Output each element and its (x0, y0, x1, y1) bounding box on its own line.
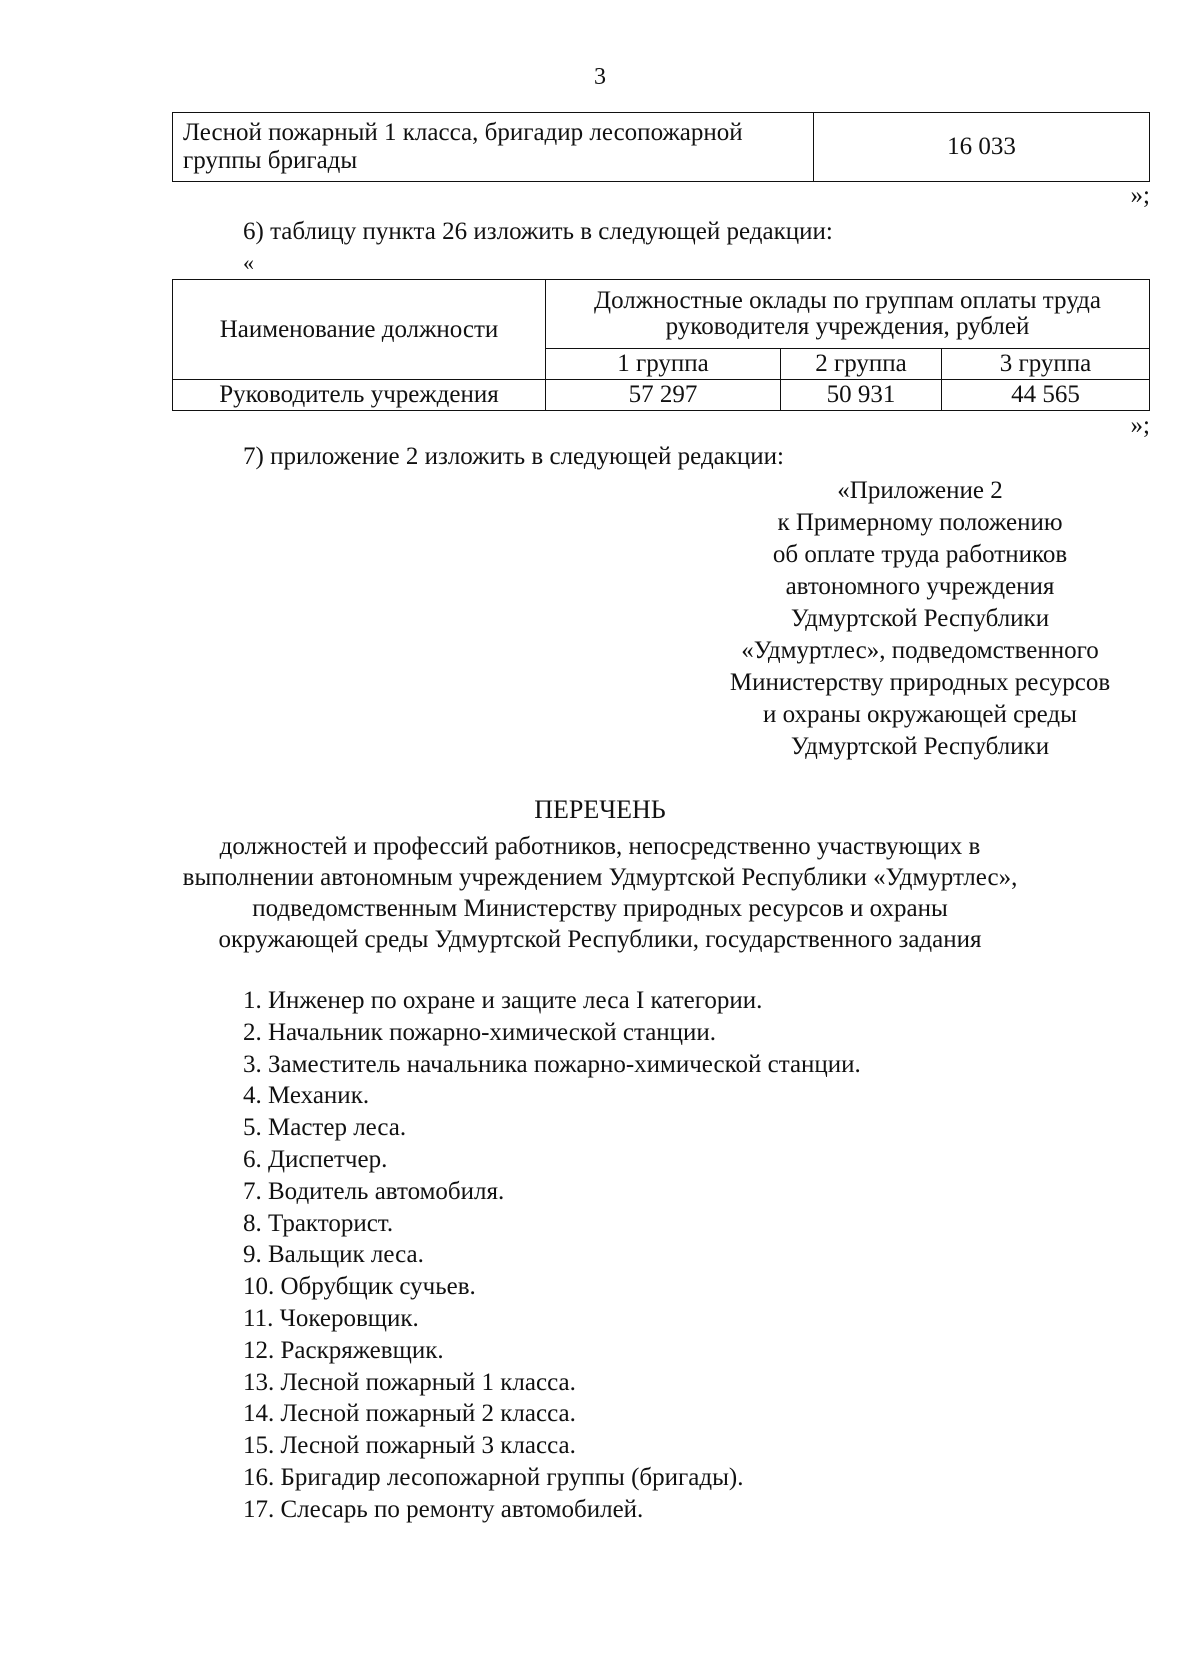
group-2-header: 2 группа (781, 349, 942, 380)
list-item: 8. Тракторист. (243, 1209, 394, 1237)
group-3-value: 44 565 (942, 380, 1150, 411)
appendix-line: и охраны окружающей среды (763, 701, 1077, 728)
salary-groups-header: Должностные оклады по группам оплаты труда руководителя учреждения, рублей (546, 280, 1150, 349)
appendix-line: к Примерному положению (777, 509, 1063, 536)
closing-quote: »; (1130, 412, 1150, 439)
subtitle-line: выполнении автономным учреждением Удмуртской Республики «Удмуртлес», (182, 864, 1018, 891)
list-item: 6. Диспетчер. (243, 1145, 388, 1173)
page-number: 3 (594, 64, 606, 90)
appendix-line: «Удмуртлес», подведомственного (741, 637, 1099, 664)
list-item: 1. Инженер по охране и защите леса I категории. (243, 987, 763, 1014)
list-item: 2. Начальник пожарно-химической станции. (243, 1018, 717, 1046)
group-2-value: 50 931 (781, 380, 942, 411)
salary-cell: 16 033 (814, 113, 1150, 182)
appendix-line: Удмуртской Республики (790, 733, 1050, 760)
appendix-header (700, 475, 1140, 763)
list-item: 14. Лесной пожарный 2 класса. (243, 1400, 576, 1428)
director-salary-table (172, 279, 1150, 411)
appendix-line: Удмуртской Республики (790, 605, 1050, 632)
appendix-line: «Приложение 2 (837, 477, 1003, 504)
table-row (173, 113, 1150, 182)
list-item: 7. Водитель автомобиля. (243, 1177, 505, 1205)
row-label: Руководитель учреждения (173, 380, 546, 411)
subtitle-line: подведомственным Министерству природных ресурсов и охраны (252, 895, 948, 922)
list-item: 9. Вальщик леса. (243, 1241, 424, 1269)
list-item: 16. Бригадир лесопожарной группы (бригады). (243, 1463, 744, 1491)
list-item: 3. Заместитель начальника пожарно-химической станции. (243, 1050, 861, 1078)
table-row (173, 380, 1150, 411)
opening-quote: « (243, 250, 254, 275)
subtitle-line: окружающей среды Удмуртской Республики, государственного задания (218, 926, 982, 953)
position-cell: Лесной пожарный 1 класса, бригадир лесопожарной группы бригады (173, 113, 814, 182)
list-item: 15. Лесной пожарный 3 класса. (243, 1432, 576, 1460)
list-title: ПЕРЕЧЕНЬ (534, 795, 666, 824)
group-3-header: 3 группа (942, 349, 1150, 380)
position-name-header: Наименование должности (173, 280, 546, 380)
salary-table-continuation (172, 112, 1150, 182)
appendix-line: Министерству природных ресурсов (729, 669, 1111, 696)
appendix-line: автономного учреждения (785, 573, 1055, 600)
list-item: 12. Раскряжевщик. (243, 1336, 444, 1364)
item-7-text: 7) приложение 2 изложить в следующей редакции: (243, 443, 784, 470)
list-item: 11. Чокеровщик. (243, 1304, 419, 1332)
list-subtitle (100, 831, 1100, 955)
subtitle-line: должностей и профессий работников, непосредственно участвующих в (219, 833, 981, 860)
group-1-value: 57 297 (546, 380, 781, 411)
list-item: 13. Лесной пожарный 1 класса. (243, 1368, 576, 1396)
positions-list (243, 985, 861, 1526)
table-header-row (173, 280, 1150, 349)
item-6-text: 6) таблицу пункта 26 изложить в следующей редакции: (243, 218, 833, 245)
appendix-line: об оплате труда работников (772, 541, 1068, 568)
list-item: 4. Механик. (243, 1082, 370, 1110)
list-item: 5. Мастер леса. (243, 1114, 407, 1142)
list-item: 10. Обрубщик сучьев. (243, 1273, 476, 1301)
group-1-header: 1 группа (546, 349, 781, 380)
closing-quote: »; (1130, 182, 1150, 209)
list-item: 17. Слесарь по ремонту автомобилей. (243, 1495, 644, 1523)
